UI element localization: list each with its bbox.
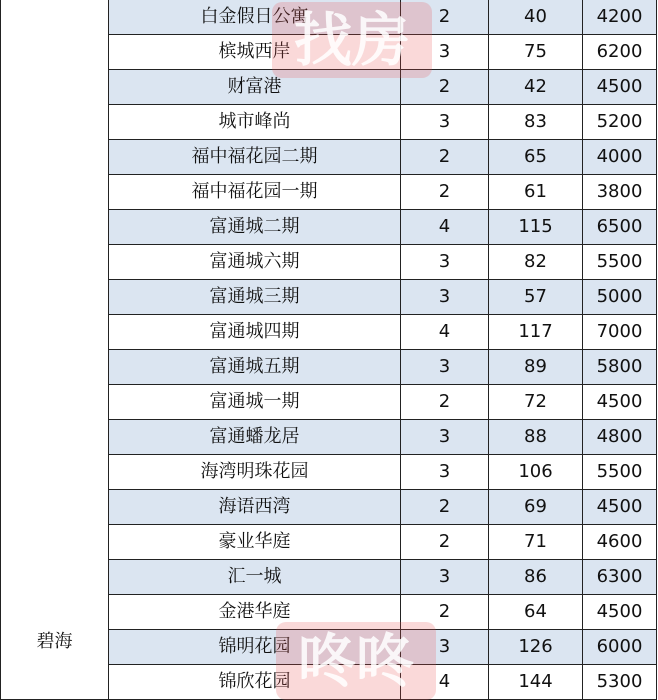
area-cell: 82 (489, 245, 583, 280)
rooms-cell: 2 (401, 175, 489, 210)
rooms-cell: 3 (401, 105, 489, 140)
community-name-cell: 富通城三期 (109, 280, 401, 315)
community-name-cell: 豪业华庭 (109, 525, 401, 560)
price-cell: 4000 (583, 140, 657, 175)
community-name-cell: 富通城四期 (109, 315, 401, 350)
rooms-cell: 2 (401, 0, 489, 35)
area-cell: 117 (489, 315, 583, 350)
rooms-cell: 2 (401, 595, 489, 630)
price-cell: 6000 (583, 630, 657, 665)
price-cell: 5800 (583, 350, 657, 385)
rooms-cell: 2 (401, 385, 489, 420)
area-cell: 75 (489, 35, 583, 70)
price-cell: 4500 (583, 490, 657, 525)
community-name-cell: 槟城西岸 (109, 35, 401, 70)
rooms-cell: 4 (401, 210, 489, 245)
rooms-cell: 3 (401, 630, 489, 665)
watermark-top-text: 找房 (293, 6, 410, 74)
area-cell: 86 (489, 560, 583, 595)
rooms-cell: 2 (401, 490, 489, 525)
community-name-cell: 富通蟠龙居 (109, 420, 401, 455)
rooms-cell: 3 (401, 35, 489, 70)
community-name-cell: 富通城二期 (109, 210, 401, 245)
community-name-cell: 海湾明珠花园 (109, 455, 401, 490)
area-cell: 89 (489, 350, 583, 385)
area-cell: 126 (489, 630, 583, 665)
price-cell: 7000 (583, 315, 657, 350)
price-cell: 4500 (583, 385, 657, 420)
price-cell: 4500 (583, 595, 657, 630)
area-cell: 61 (489, 175, 583, 210)
rooms-cell: 3 (401, 455, 489, 490)
price-cell: 4600 (583, 525, 657, 560)
community-name-cell: 汇一城 (109, 560, 401, 595)
community-name-cell: 锦明花园 (109, 630, 401, 665)
rooms-cell: 2 (401, 140, 489, 175)
area-cell: 42 (489, 70, 583, 105)
community-name-cell: 富通城六期 (109, 245, 401, 280)
price-cell: 6300 (583, 560, 657, 595)
community-name-cell: 锦欣花园 (109, 665, 401, 700)
area-cell: 57 (489, 280, 583, 315)
community-name-cell: 福中福花园二期 (109, 140, 401, 175)
price-cell: 5000 (583, 280, 657, 315)
community-name-cell: 富通城一期 (109, 385, 401, 420)
area-cell: 72 (489, 385, 583, 420)
community-name-cell: 城市峰尚 (109, 105, 401, 140)
rental-table-body (1, 0, 657, 700)
price-cell: 6200 (583, 35, 657, 70)
area-cell: 64 (489, 595, 583, 630)
area-cell: 88 (489, 420, 583, 455)
price-cell: 6500 (583, 210, 657, 245)
area-cell: 71 (489, 525, 583, 560)
area-cell: 65 (489, 140, 583, 175)
district-cell: 碧海 (1, 0, 109, 700)
area-cell: 106 (489, 455, 583, 490)
area-cell: 69 (489, 490, 583, 525)
community-name-cell: 白金假日公寓 (109, 0, 401, 35)
price-cell: 5500 (583, 245, 657, 280)
price-cell: 4200 (583, 0, 657, 35)
price-cell: 4800 (583, 420, 657, 455)
community-name-cell: 福中福花园一期 (109, 175, 401, 210)
rooms-cell: 3 (401, 350, 489, 385)
community-name-cell: 海语西湾 (109, 490, 401, 525)
community-name-cell: 金港华庭 (109, 595, 401, 630)
rooms-cell: 2 (401, 525, 489, 560)
table-row (1, 0, 657, 35)
watermark-bottom-text: 咚咚 (297, 627, 414, 695)
price-cell: 3800 (583, 175, 657, 210)
rooms-cell: 3 (401, 245, 489, 280)
area-cell: 40 (489, 0, 583, 35)
rooms-cell: 2 (401, 70, 489, 105)
rooms-cell: 4 (401, 665, 489, 700)
price-cell: 5500 (583, 455, 657, 490)
rooms-cell: 3 (401, 420, 489, 455)
community-name-cell: 富通城五期 (109, 350, 401, 385)
price-cell: 5300 (583, 665, 657, 700)
area-cell: 83 (489, 105, 583, 140)
rooms-cell: 3 (401, 560, 489, 595)
price-cell: 4500 (583, 70, 657, 105)
rooms-cell: 3 (401, 280, 489, 315)
area-cell: 115 (489, 210, 583, 245)
community-name-cell: 财富港 (109, 70, 401, 105)
area-cell: 144 (489, 665, 583, 700)
price-cell: 5200 (583, 105, 657, 140)
rooms-cell: 4 (401, 315, 489, 350)
